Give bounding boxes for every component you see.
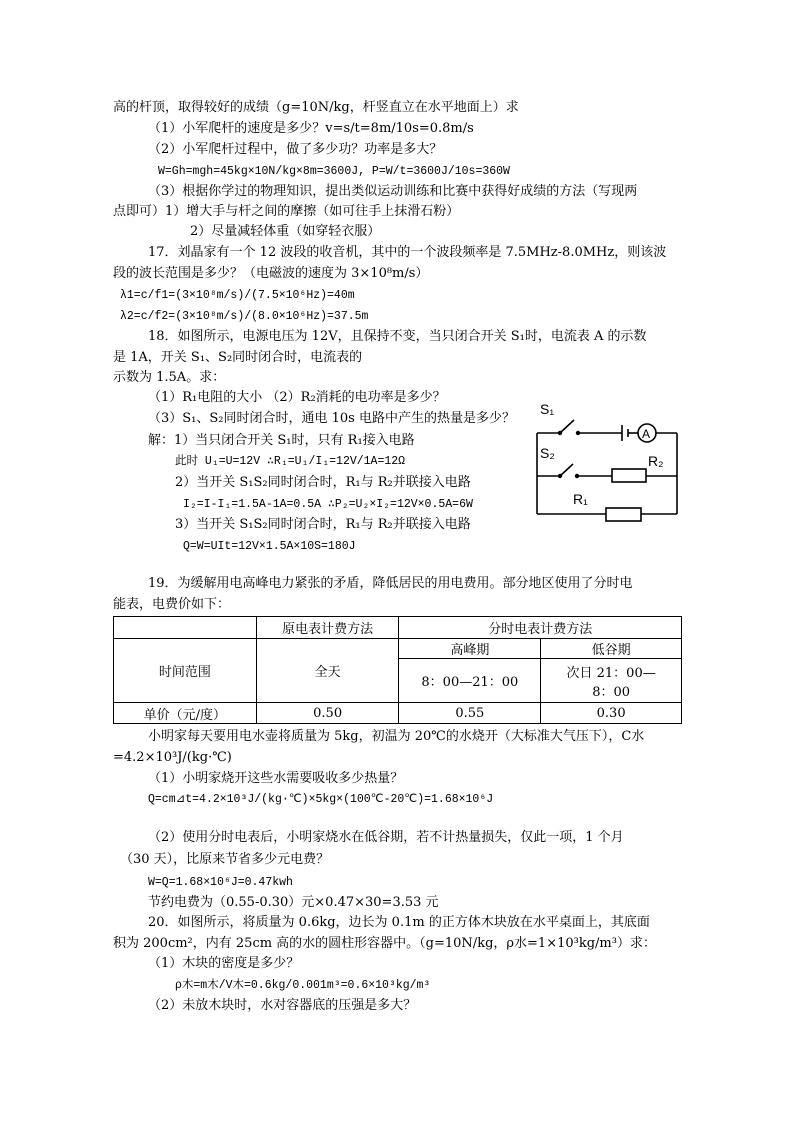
q16-part3: （3）根据你学过的物理知识，提出类似运动训练和比赛中获得好成绩的方法（写现两 — [148, 184, 638, 199]
resistor-r2-body — [612, 469, 646, 482]
problem-19-scenario: 小明家每天要用电水壶将质量为 5kg，初温为 20℃的水烧开（大标准大气压下），C水 — [148, 729, 645, 744]
q19-part2: （2）使用分时电表后，小明家烧水在低谷期，若不计热量损失，仅此一项，1 个月 — [148, 830, 624, 845]
q16-part1: （1）小军爬杆的速度是多少？v=s/t=8m/10s=0.8m/s — [148, 121, 474, 136]
problem-18: 18．如图所示，电源电压为 12V，且保持不变，当只闭合开关 S₁时，电流表 A 的示数 — [148, 329, 647, 344]
problem-19-cont: 能表，电费价如下： — [113, 597, 231, 612]
q18-solution2-calc: I₂=I-I₁=1.5A-1A=0.5A ∴P₂=U₂×I₂=12V×0.5A=6W — [183, 498, 473, 511]
q17-answer1: λ1=c/f1=(3×10⁸m/s)/(7.5×10⁶Hz)=40m — [120, 289, 355, 302]
q19-part1: （1）小明家烧开这些水需要吸收多少热量？ — [148, 771, 404, 786]
peak-price: 0.55 — [399, 703, 541, 724]
circuit-diagram — [530, 396, 690, 536]
s1-label: S₁ — [540, 401, 555, 417]
q18-solution3: 3）当开关 S₁S₂同时闭合时，R₁与 R₂并联接入电路 — [175, 517, 471, 532]
switch-s2-blade — [560, 464, 573, 476]
original-price: 0.50 — [256, 703, 399, 724]
q18-solution3-calc: Q=W=UIt=12V×1.5A×10S=180J — [183, 540, 356, 553]
valley-time-line1: 次日 21：00— — [566, 665, 656, 681]
peak-time-range: 8：00—21：00 — [399, 659, 541, 703]
valley-price: 0.30 — [541, 703, 682, 724]
q18-solution1: 解：1）当只闭合开关 S₁时，只有 R₁接入电路 — [148, 433, 415, 448]
valley-time-range — [541, 659, 682, 703]
problem-17: 17．刘晶家有一个 12 波段的收音机，其中的一个波段频率是 7.5MHz-8.0MHz，则该波 — [148, 245, 667, 260]
q18-solution2: 2）当开关 S₁S₂同时闭合时，R₁与 R₂并联接入电路 — [175, 475, 471, 490]
header-valley: 低谷期 — [541, 639, 682, 659]
problem-20: 20．如图所示，将质量为 0.6kg，边长为 0.1m 的正方体木块放在水平桌面上，其底面 — [148, 915, 650, 930]
q20-part1-answer: ρ木=m木/V木=0.6kg/0.001m³=0.6×10³kg/m³ — [175, 979, 431, 992]
r2-label: R₂ — [648, 453, 664, 469]
problem-16-intro: 高的杆顶，取得较好的成绩（g=10N/kg，杆竖直立在水平地面上）求 — [113, 100, 519, 115]
header-tou-method: 分时电表计费方法 — [399, 617, 682, 639]
problem-20-cont: 积为 200cm²，内有 25cm 高的水的圆柱形容器中。（g=10N/kg，ρ水=1×10³kg/m³）求： — [113, 936, 656, 951]
q19-part2-answer2: 节约电费为（0.55-0.30）元×0.47×30=3.53 元 — [148, 895, 439, 910]
q18-solution1-calc: 此时 U₁=U=12V ∴R₁=U₁/I₁=12V/1A=12Ω — [175, 455, 406, 468]
switch-s1-blade — [560, 420, 574, 433]
q19-part2-cont: （30 天），比原来节省多少元电费？ — [120, 852, 330, 867]
resistor-r1-body — [606, 508, 641, 521]
table-corner — [114, 617, 257, 639]
q16-part3-answer1: 点即可）1）增大手与杆之间的摩擦（如可往手上抹滑石粉） — [113, 204, 460, 219]
q16-part2-answer: W=Gh=mgh=45kg×10N/kg×8m=3600J, P=W/t=3600J/10s=360W — [158, 165, 510, 178]
q19-part2-answer1: W=Q=1.68×10⁶J=0.47kwh — [148, 876, 293, 889]
q16-part2: （2）小军爬杆过程中，做了多少功？功率是多大？ — [148, 142, 443, 157]
q19-part1-answer: Q=cm⊿t=4.2×10³J/(kg·℃)×5kg×(100℃-20℃)=1.68×10⁶J — [148, 793, 494, 806]
q18-part3: （3）S₁、S₂同时闭合时，通电 10s 电路中产生的热量是多少？ — [148, 411, 515, 426]
original-time-range: 全天 — [256, 639, 399, 703]
q20-part2: （2）未放木块时，水对容器底的压强是多大？ — [148, 998, 417, 1013]
r1-label: R₁ — [573, 491, 588, 507]
problem-18-cont2: 示数为 1.5A。求： — [113, 370, 226, 385]
row-label-time: 时间范围 — [114, 639, 257, 703]
q18-parts-1-2: （1）R₁电阻的大小 （2）R₂消耗的电功率是多少？ — [148, 390, 446, 405]
q16-part3-answer2: 2）尽量减轻体重（如穿轻衣服） — [190, 224, 381, 239]
price-table — [113, 616, 682, 724]
problem-18-cont: 是 1A，开关 S₁、S₂同时闭合时，电流表的 — [113, 350, 363, 365]
row-label-price: 单价（元/度） — [114, 703, 257, 724]
s2-label: S₂ — [540, 445, 555, 461]
ammeter-label: A — [642, 427, 651, 441]
valley-time-line2: 8：00 — [592, 684, 631, 700]
problem-19-c-water: =4.2×10³J/(kg·℃) — [113, 750, 232, 765]
q20-part1: （1）木块的密度是多少？ — [148, 956, 300, 971]
header-original-method: 原电表计费方法 — [256, 617, 399, 639]
problem-17-cont: 段的波长范围是多少？（电磁波的速度为 3×10⁸m/s） — [113, 266, 429, 281]
header-peak: 高峰期 — [399, 639, 541, 659]
q17-answer2: λ2=c/f2=(3×10⁸m/s)/(8.0×10⁶Hz)=37.5m — [120, 310, 369, 323]
problem-19: 19．为缓解用电高峰电力紧张的矛盾，降低居民的用电费用。部分地区使用了分时电 — [148, 576, 633, 591]
